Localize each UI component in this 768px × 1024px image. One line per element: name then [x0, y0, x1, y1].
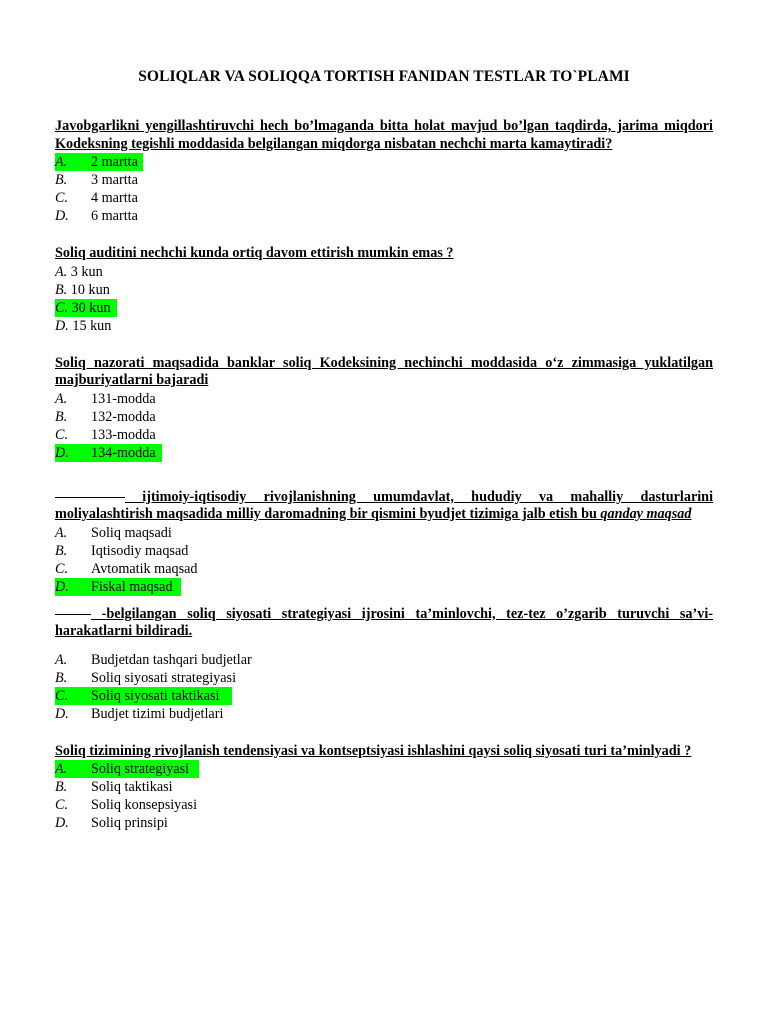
option-letter: A. [55, 390, 68, 407]
option-letter: C. [55, 797, 69, 813]
option-letter: D. [55, 705, 69, 722]
option-list [55, 760, 713, 832]
option-text: 133-modda [91, 426, 156, 443]
option-list [55, 263, 713, 335]
option-d[interactable] [55, 814, 713, 832]
option-text: 132-modda [91, 408, 156, 425]
question-5 [55, 606, 713, 723]
option-letter: B. [55, 408, 68, 425]
option-letter: A. [55, 761, 68, 777]
option-text: 15 kun [72, 317, 112, 334]
option-letter: C. [55, 299, 69, 316]
option-letter: D. [55, 578, 69, 595]
option-text: Soliq strategiyasi [91, 761, 190, 777]
option-text: Soliq siyosati taktikasi [91, 687, 220, 704]
document-page [55, 66, 713, 832]
option-letter: B. [55, 779, 68, 795]
option-d[interactable] [55, 578, 713, 596]
option-text: Soliq prinsipi [91, 815, 168, 831]
option-b[interactable] [55, 542, 713, 560]
question-text: Soliq nazorati maqsadida banklar soliq Kodeksining nechinchi moddasida o‘z zimmasiga yuklatilgan majburiyatlarni bajaradi [55, 354, 713, 388]
option-b[interactable] [55, 669, 713, 687]
blank-line [55, 496, 125, 498]
option-text: Soliq konsepsiyasi [91, 797, 198, 813]
option-letter: A. [55, 154, 68, 170]
question-text: Soliq tizimining rivojlanish tendensiyasi va kontseptsiyasi ishlashini qaysi soliq siyosati turi ta’minlyadi ? [55, 742, 692, 759]
option-letter: A. [55, 263, 68, 280]
option-a[interactable] [55, 263, 713, 281]
option-letter: B. [55, 172, 68, 188]
option-text: Fiskal maqsad [91, 578, 173, 595]
option-b[interactable] [55, 171, 713, 189]
option-c[interactable] [55, 299, 713, 317]
option-letter: C. [55, 190, 69, 206]
option-d[interactable] [55, 705, 713, 723]
option-b[interactable] [55, 408, 713, 426]
question-text: Javobgarlikni yengillashtiruvchi hech bo’lmaganda bitta holat mavjud bo’lgan taqdirda, jarima miqdori Kodeksning tegishli moddasida belgilangan miqdorga nisbatan nechchi marta kamaytiradi? [55, 118, 713, 152]
option-letter: A. [55, 651, 68, 668]
option-c[interactable] [55, 560, 713, 578]
option-text: Iqtisodiy maqsad [91, 542, 189, 559]
option-text: 10 kun [70, 281, 110, 298]
option-letter: D. [55, 815, 69, 831]
option-d[interactable] [55, 444, 713, 462]
option-c[interactable] [55, 426, 713, 444]
question-text: -belgilangan soliq siyosati strategiyasi ijrosini ta’minlovchi, tez-tez o’zgarib turuvchi sa’vi-harakatlarni bildiradi. [55, 605, 714, 639]
option-letter: A. [55, 524, 68, 541]
option-text: Soliq maqsadi [91, 524, 172, 541]
option-a[interactable] [55, 153, 713, 171]
option-a[interactable] [55, 524, 713, 542]
option-letter: D. [55, 444, 69, 461]
question-6 [55, 743, 713, 833]
option-letter: C. [55, 687, 69, 704]
option-text: 30 kun [71, 299, 111, 316]
question-text: Soliq auditini nechchi kunda ortiq davom ettirish mumkin emas ? [55, 245, 454, 261]
option-letter: C. [55, 426, 69, 443]
option-letter: C. [55, 560, 69, 577]
option-text: 4 martta [91, 190, 138, 206]
option-b[interactable] [55, 281, 713, 299]
option-c[interactable] [55, 189, 713, 207]
option-letter: D. [55, 317, 69, 334]
option-b[interactable] [55, 778, 713, 796]
page-title: SOLIQLAR VA SOLIQQA TORTISH FANIDAN TESTLAR TO`PLAMI [138, 68, 630, 85]
option-c[interactable] [55, 687, 713, 705]
option-a[interactable] [55, 651, 713, 669]
option-text: 134-modda [91, 444, 156, 461]
option-a[interactable] [55, 760, 713, 778]
option-text: Budjet tizimi budjetlari [91, 705, 224, 722]
option-text: Soliq siyosati strategiyasi [91, 669, 237, 686]
option-a[interactable] [55, 390, 713, 408]
option-text: 3 martta [91, 172, 138, 188]
question-1 [55, 118, 713, 225]
question-4 [55, 489, 713, 596]
option-text: 131-modda [91, 390, 156, 407]
option-letter: B. [55, 669, 68, 686]
option-text: Soliq taktikasi [91, 779, 173, 795]
question-text: ijtimoiy-iqtisodiy rivojlanishning umumdavlat, hududiy va mahalliy dasturlarini moliyalashtirish maqsadida milliy daromadning bir qismini byudjet tizimiga jalb etish bu qanday maqsad [55, 488, 714, 522]
option-text: Avtomatik maqsad [91, 560, 198, 577]
option-list [55, 651, 713, 723]
option-d[interactable] [55, 317, 713, 335]
question-3 [55, 355, 713, 462]
option-list [55, 153, 713, 225]
option-letter: B. [55, 542, 68, 559]
option-list [55, 524, 713, 596]
option-d[interactable] [55, 207, 713, 225]
option-letter: B. [55, 281, 68, 298]
option-text: 3 kun [70, 263, 103, 280]
option-text: 6 martta [91, 208, 138, 224]
question-2 [55, 245, 713, 335]
option-list [55, 390, 713, 462]
option-c[interactable] [55, 796, 713, 814]
blank-line [55, 613, 91, 615]
option-letter: D. [55, 208, 69, 224]
option-text: Budjetdan tashqari budjetlar [91, 651, 252, 668]
option-text: 2 martta [91, 154, 138, 170]
